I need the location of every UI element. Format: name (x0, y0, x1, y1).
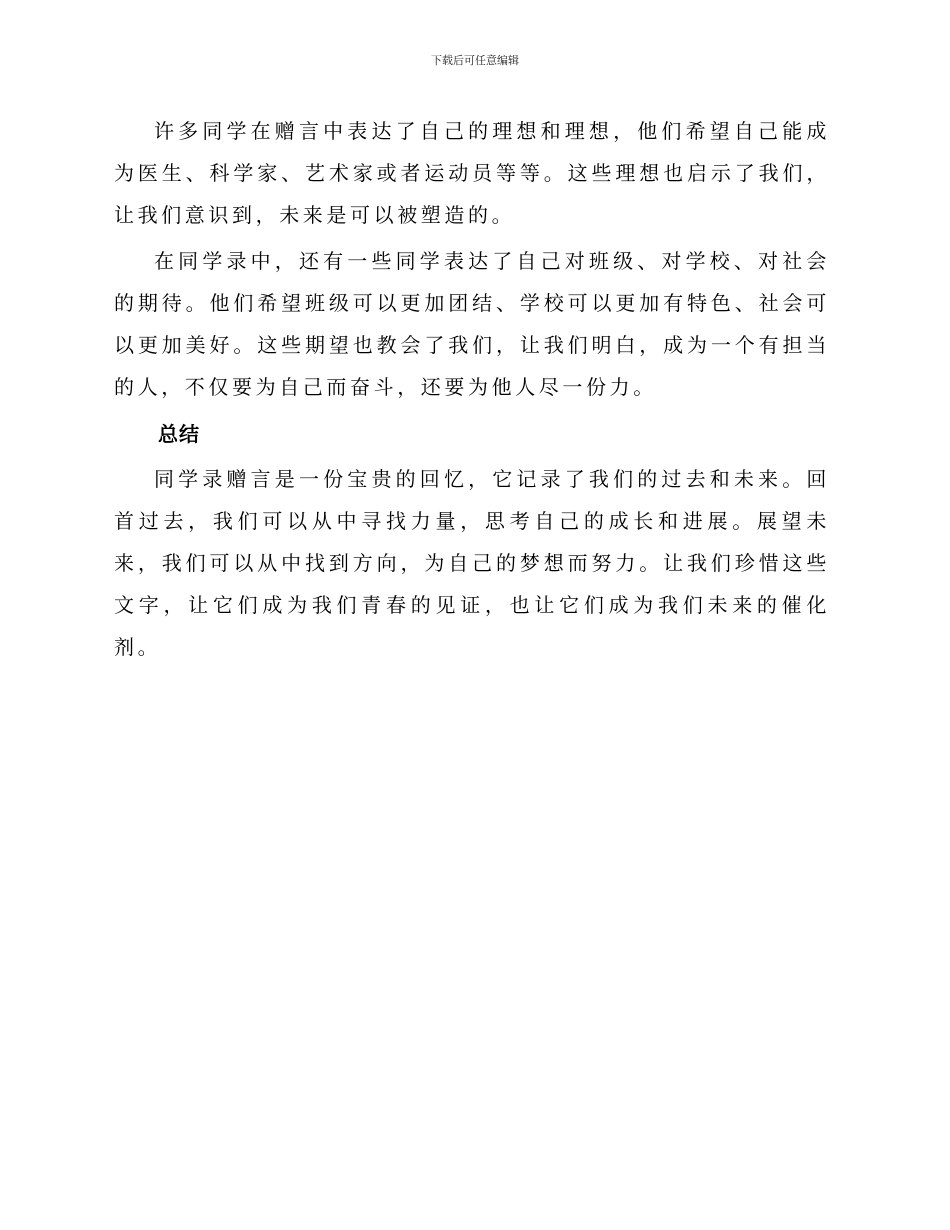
document-body (114, 110, 830, 672)
body-paragraph-ideals: 许多同学在赠言中表达了自己的理想和理想，他们希望自己能成为医生、科学家、艺术家或者运动员等等。这些理想也启示了我们，让我们意识到，未来是可以被塑造的。 (114, 119, 830, 227)
page-header: 下载后可任意编辑 (431, 54, 519, 67)
summary-paragraph: 同学录赠言是一份宝贵的回忆，它记录了我们的过去和未来。回首过去，我们可以从中寻找力量，思考自己的成长和进展。展望未来，我们可以从中找到方向，为自己的梦想而努力。让我们珍惜这些文字，让它们成为我们青春的见证，也让它们成为我们未来的催化剂。 (114, 467, 830, 659)
section-heading-summary: 总结 (158, 422, 200, 446)
body-paragraph-expectations: 在同学录中，还有一些同学表达了自己对班级、对学校、对社会的期待。他们希望班级可以更加团结、学校可以更加有特色、社会可以更加美好。这些期望也教会了我们，让我们明白，成为一个有担当的人，不仅要为自己而奋斗，还要为他人尽一份力。 (114, 249, 830, 399)
